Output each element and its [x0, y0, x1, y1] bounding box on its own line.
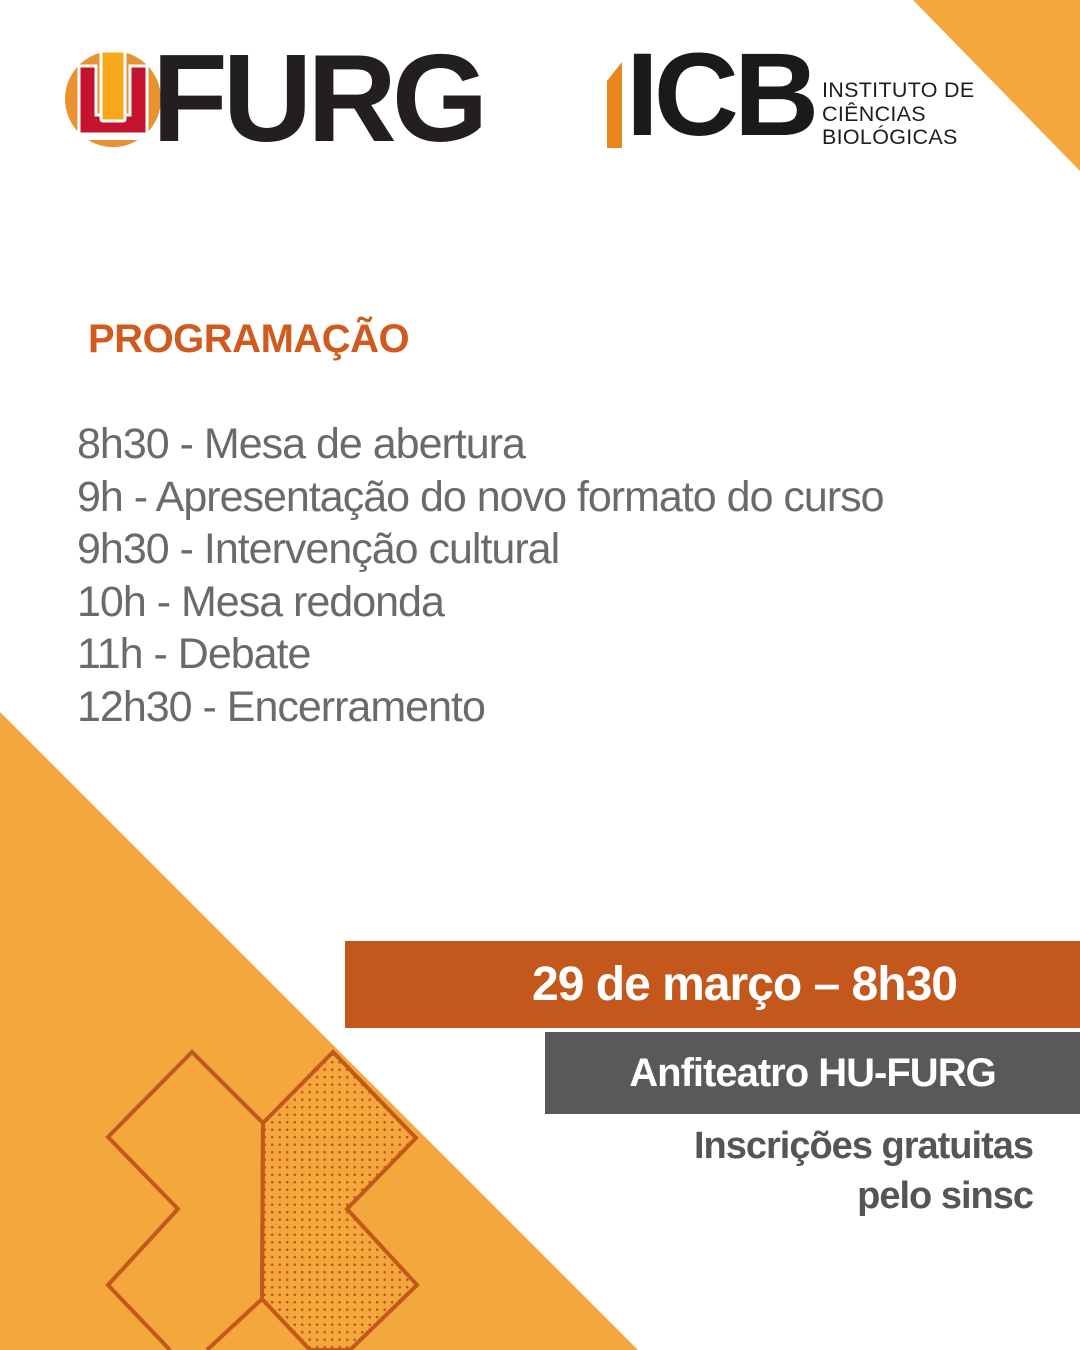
- icb-institute-name: [822, 79, 975, 150]
- location-banner-text: Anfiteatro HU-FURG: [629, 1050, 996, 1095]
- location-banner: [545, 1032, 1080, 1114]
- furg-logo: [57, 30, 487, 168]
- registration-line: Inscrições gratuitas: [693, 1125, 1033, 1167]
- icb-institute-line: INSTITUTO DE: [822, 78, 975, 102]
- program-item: 9h - Apresentação do novo formato do curso: [77, 472, 884, 521]
- program-item: 9h30 - Intervenção cultural: [77, 525, 560, 573]
- icb-logo-bar-icon: [607, 62, 622, 148]
- registration-note: [694, 1121, 1033, 1221]
- program-list: [77, 418, 884, 733]
- registration-line: pelo sinsc: [857, 1175, 1033, 1217]
- program-item: 12h30 - Encerramento: [77, 682, 485, 731]
- date-banner-text: 29 de março – 8h30: [532, 958, 957, 1011]
- date-banner: [345, 941, 1080, 1028]
- program-heading: PROGRAMAÇÃO: [88, 317, 410, 361]
- program-item: 11h - Debate: [77, 630, 311, 678]
- furg-logo-text: FURG: [152, 30, 484, 168]
- icb-logo-text: ICB: [626, 29, 815, 161]
- program-item: 8h30 - Mesa de abertura: [77, 420, 525, 468]
- icb-institute-line: BIOLÓGICAS: [822, 125, 958, 149]
- icb-logo: [607, 30, 1007, 160]
- program-item: 10h - Mesa redonda: [77, 577, 444, 626]
- icb-institute-line: CIÊNCIAS: [822, 101, 926, 126]
